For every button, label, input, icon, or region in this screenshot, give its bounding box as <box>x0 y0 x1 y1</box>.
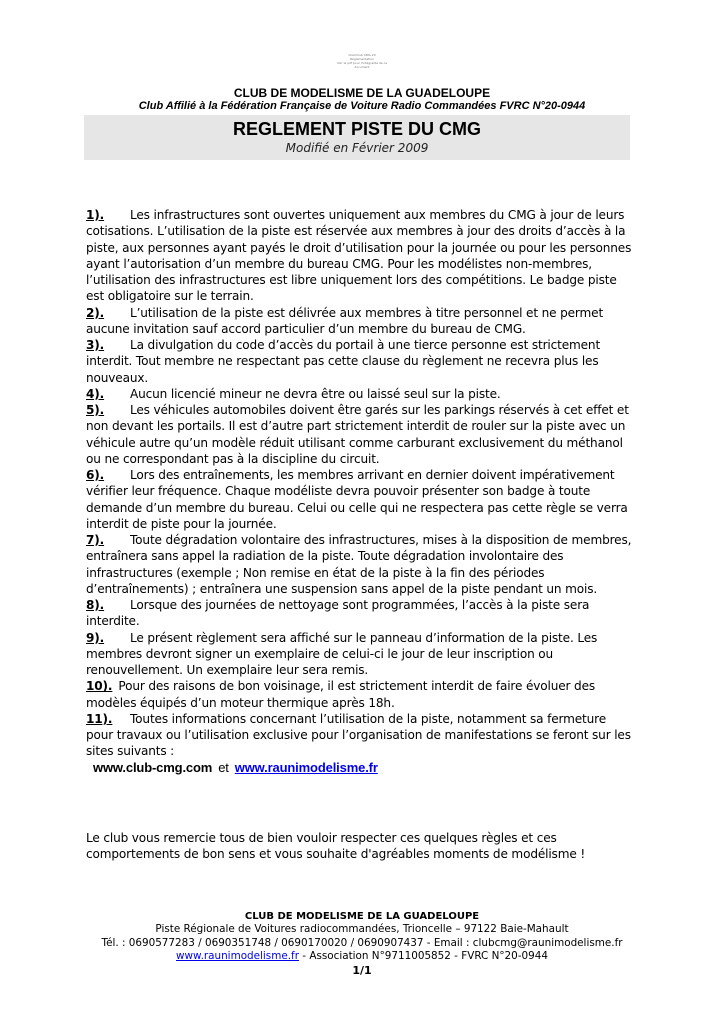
rule-number: 10). <box>86 679 113 694</box>
page-number: 1/1 <box>352 963 372 977</box>
rule-item <box>86 630 634 679</box>
footer-title: CLUB DE MODELISME DE LA GUADELOUPE <box>244 911 480 922</box>
rule-number: 4). <box>86 386 105 401</box>
rule-item <box>86 597 634 630</box>
footer-association: - Association N°9711005852 - FVRC N°20-0944 <box>298 950 548 963</box>
rule-number: 7). <box>86 533 105 547</box>
rule-item <box>86 207 634 305</box>
logo-line: Réglementation <box>350 57 374 61</box>
footer-links-line <box>0 950 724 963</box>
rule-text: Lors des entraînements, les membres arrivant en dernier doivent impérativement vérifier leur fréquence. Chaque modéliste devra pouvoir présenter son badge à toute demande d’un membre du bureau. Celui ou celle qui ne respectera pas cette règle se verra interdit de piste pour la journée. <box>86 468 628 531</box>
closing-message: Le club vous remercie tous de bien vouloir respecter ces quelques règles et ces comportements de bon sens et vous souhaite d'agréables moments de modélisme ! <box>86 831 586 862</box>
document-subtitle: Modifié en Février 2009 <box>285 141 429 155</box>
rule-text: La divulgation du code d’accès du portail à une tierce personne est strictement interdit. Tout membre ne respectant pas cette clause du règlement ne recevra plus les nouveaux. <box>86 338 601 385</box>
logo-line: Voir le pdf pour l'intégralité de ce document <box>336 61 388 69</box>
rule-text: Les infrastructures sont ouvertes uniquement aux membres du CMG à jour de leurs cotisations. L’utilisation de la piste est réservée aux membres à jour des droits d’accès à la piste, aux personnes ayant payés le droit d’utilisation pour la journée ou pour les personnes ayant l’autorisation d’un membre du bureau CMG. Pour les modélistes non-membres, l’utilisation des infrastructures est libre uniquement lors des compétitions. Le badge piste est obligatoire sur le terrain. <box>86 208 632 304</box>
rule-text: Lorsque des journées de nettoyage sont programmées, l’accès à la piste sera interdite. <box>86 598 590 629</box>
rule-item <box>86 678 634 711</box>
rule-number: 1). <box>86 208 105 222</box>
website-links <box>86 760 634 776</box>
rule-item <box>86 305 634 338</box>
rule-text: Aucun licencié mineur ne devra être ou laissé seul sur la piste. <box>130 386 501 401</box>
rule-number: 3). <box>86 338 105 352</box>
rule-text: Les véhicules automobiles doivent être garés sur les parkings réservés à cet effet et non devant les portails. Il est d’autre part strictement interdit de rouler sur la piste avec un véhicule autre qu’un modèle réduit utilisant comme carburant exclusivement du méthanol ou ne correspondant pas à la discipline du circuit. <box>86 403 629 466</box>
rules-list <box>86 207 634 776</box>
rule-number: 5). <box>86 403 105 417</box>
rule-item <box>86 532 634 597</box>
rule-text: Toutes informations concernant l’utilisation de la piste, notamment sa fermeture pour travaux ou l’utilisation exclusive pour l’organisation de manifestations se feront sur les sites suivants : <box>86 711 631 759</box>
rule-item <box>86 337 634 386</box>
rule-number: 6). <box>86 468 105 482</box>
club-logo <box>332 53 392 69</box>
logo-line: Club/Club CMG 20 <box>348 53 376 57</box>
footer <box>0 910 724 977</box>
document-title: REGLEMENT PISTE DU CMG <box>232 119 481 139</box>
rule-text: Le présent règlement sera affiché sur le panneau d’information de la piste. Les membres devront signer un exemplaire de celui-ci le jour de leur inscription ou renouvellement. Un exemplaire leur sera remis. <box>86 630 598 677</box>
rule-number: 11). <box>86 711 113 726</box>
links-separator: et <box>218 759 229 775</box>
raunimodelisme-link[interactable]: www.raunimodelisme.fr <box>234 759 378 775</box>
rule-item <box>86 386 634 402</box>
footer-contact: Tél. : 0690577283 / 0690351748 / 0690170020 / 0690907437 - Email : clubcmg@raunimodelisme.fr <box>101 936 623 949</box>
rule-number: 9). <box>86 630 105 645</box>
footer-address: Piste Régionale de Voitures radiocommandées, Trioncelle – 97122 Baie-Mahault <box>155 923 569 936</box>
rule-text: Pour des raisons de bon voisinage, il est strictement interdit de faire évoluer des modèles équipés d’un moteur thermique après 18h. <box>86 679 596 710</box>
rule-text: L’utilisation de la piste est délivrée aux membres à titre personnel et ne permet aucune invitation sauf accord particulier d’un membre du bureau de CMG. <box>86 305 604 336</box>
club-title: CLUB DE MODELISME DE LA GUADELOUPE <box>233 86 491 100</box>
club-cmg-link[interactable]: www.club-cmg.com <box>93 759 213 775</box>
rule-item <box>86 402 634 467</box>
rule-item <box>86 711 634 760</box>
rule-item <box>86 467 634 532</box>
rule-number: 2). <box>86 305 105 320</box>
rule-text: Toute dégradation volontaire des infrastructures, mises à la disposition de membres, entraînera sans appel la radiation de la piste. Toute dégradation involontaire des infrastructures (exemple ; Non remise en état de la piste à la fin des périodes d’entraînements) ; entraînera une suspension sans appel de la piste pendant un mois. <box>86 533 632 596</box>
footer-site-link[interactable]: www.raunimodelisme.fr <box>176 950 299 963</box>
rule-number: 8). <box>86 598 105 612</box>
club-affiliation: Club Affilié à la Fédération Française de Voiture Radio Commandées FVRC N°20-0944 <box>138 100 586 112</box>
